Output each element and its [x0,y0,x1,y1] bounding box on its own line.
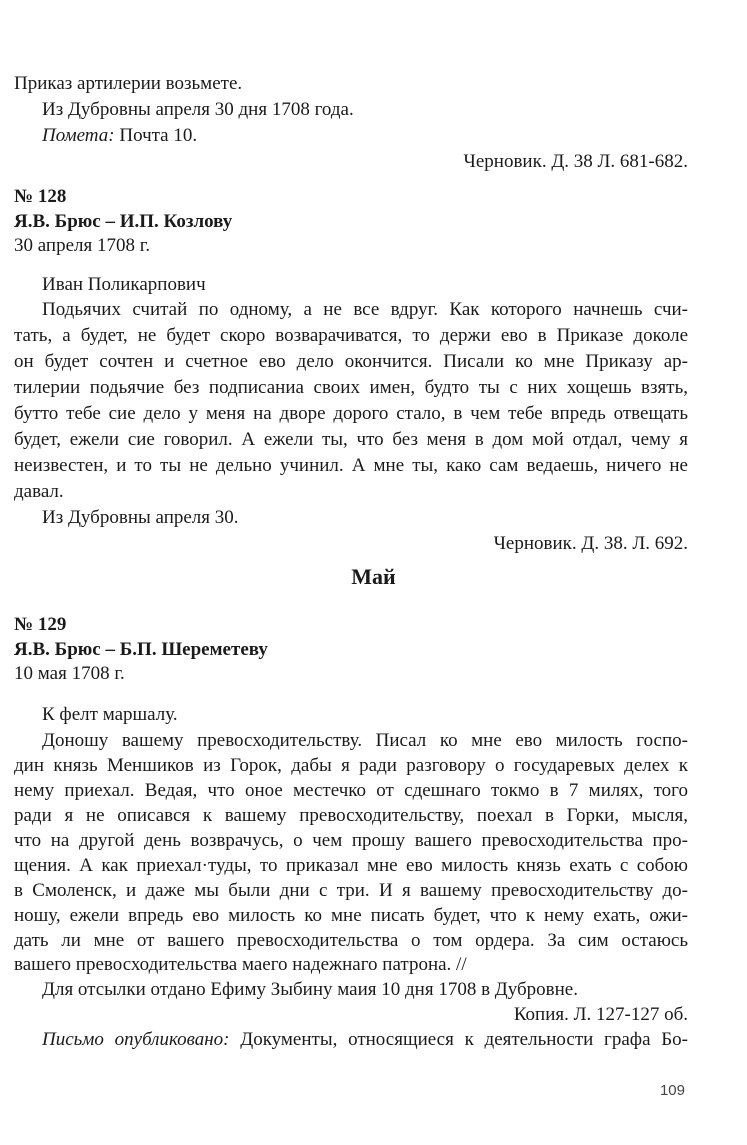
body-line: вашего превосходительства маего надежнаго патрона. // [14,954,467,975]
publication-label: Письмо опубликовано: [42,1029,230,1050]
document-header: Я.В. Брюс – И.П. Козлову [14,211,233,232]
dispatch-note: Для отсылки отдано Ефиму Зыбину маия 10 дня 1708 в Дубровне. [42,979,578,1000]
body-line: нему приехал. Ведая, что оное местечко от сдешнаго токмо в 7 милях, того [14,780,688,801]
archive-source: Черновик. Д. 38 Л. 681-682. [463,151,688,172]
document-number: № 128 [14,186,67,207]
pometa-line [42,124,197,148]
document-header: Я.В. Брюс – Б.П. Шереметеву [14,639,268,660]
publication-text: Документы, относящиеся к деятельности графа Бо- [229,1029,688,1050]
salutation: К фелт маршалу. [42,704,178,725]
salutation: Иван Поликарпович [42,274,206,295]
pometa-text: Почта 10. [114,125,198,146]
body-line: щения. А как приехал·туды, то приказал мне ево милость князь ехать с собою [14,855,688,876]
body-line: что на другой день возврачусь, о чем прошу вашего превосходительства про- [14,830,688,851]
section-title: Май [351,564,396,589]
body-line: Доношу вашему превосходительству. Писал ко мне ево милость госпо- [42,730,688,751]
body-line: давал. [14,481,64,502]
body-line: будет, ежели сие говорил. А ежели ты, что без меня в дом мой отдал, чему я [14,429,688,450]
place-date-line: Из Дубровны апреля 30 дня 1708 года. [42,99,354,120]
body-line: дин князь Меншиков из Горок, дабы я ради разговору о государевых делех к [14,755,688,776]
body-line: бутто тебе сие дело у меня на дворе дорого стало, в чем тебе впредь отвещать [14,403,688,424]
page-number: 109 [659,1082,685,1099]
body-line: тать, а будет, не будет скоро возварачиватся, то держи ево в Приказе доколе [14,325,688,346]
document-date: 10 мая 1708 г. [14,663,125,684]
document-number: № 129 [14,614,67,635]
publication-note [42,1028,688,1052]
archive-source: Копия. Л. 127-127 об. [513,1004,688,1025]
body-line: он будет сочтен и счетное ево дело окончится. Писали ко мне Приказу ар- [14,351,688,372]
body-line: ношу, ежели впредь ево милость ко мне писать будет, что к нему ехать, ожи- [14,905,688,926]
body-line: ради я не описався к вашему превосходительству, поехал в Горки, мысля, [14,805,688,826]
body-line: дать ли мне от вашего превосходительства о том ордера. За сим остаюсь [14,930,688,951]
body-line: тилерии подьячие без подписаниа своих имен, будто ты с них хощешь взять, [14,377,688,398]
archive-source: Черновик. Д. 38. Л. 692. [493,533,688,554]
document-date: 30 апреля 1708 г. [14,235,151,256]
body-line: неизвестен, и то ты не дельно учинил. А мне ты, како сам ведаешь, ничего не [14,455,688,476]
body-line: Подьячих считай по одному, а не все вдруг. Как которого начнешь счи- [42,299,688,320]
pometa-label: Помета: [42,125,115,146]
text-line: Приказ артилерии возьмете. [14,73,243,94]
place-date-line: Из Дубровны апреля 30. [42,507,239,528]
body-line: в Смоленск, и даже мы были дни с три. И я вашему превосходительству до- [14,880,688,901]
